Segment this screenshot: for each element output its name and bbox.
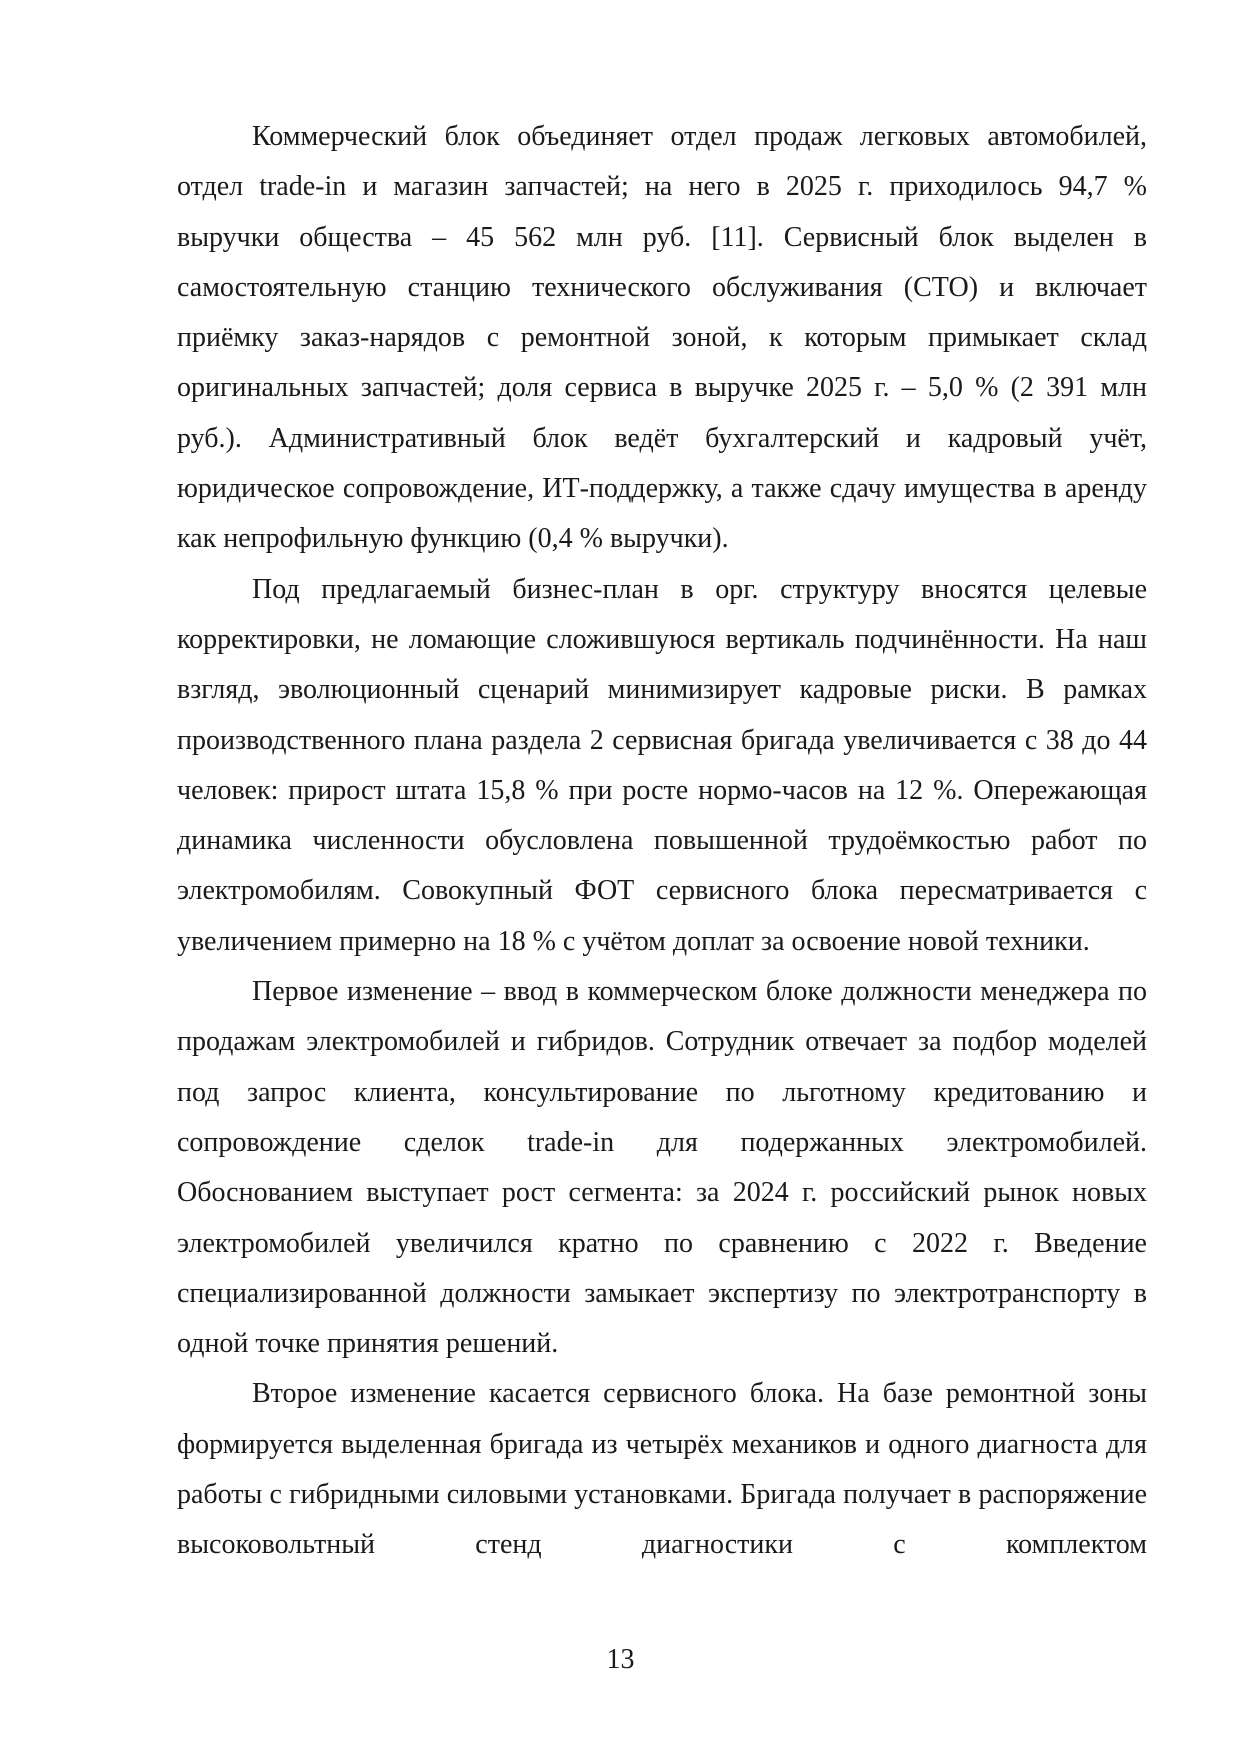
paragraph-second-change: Второе изменение касается сервисного блока. На базе ремонтной зоны формируется выделенная бригада из четырёх механиков и одного диагноста для работы с гибридными силовыми установками. Бригада получает в распоряжение высоковольтный стенд диагностики с комплектом [177, 1378, 1147, 1561]
paragraph-org-structure: Под предлагаемый бизнес-план в орг. структуру вносятся целевые корректировки, не ломающие сложившуюся вертикаль подчинённости. На наш взгляд, эволюционный сценарий минимизирует кадровые риски. В рамках производственного плана раздела 2 сервисная бригада увеличивается с 38 до 44 человек: прирост штата 15,8 % при росте нормо-часов на 12 %. Опережающая динамика численности обусловлена повышенной трудоёмкостью работ по электромобилям. Совокупный ФОТ сервисного блока пересматривается с увеличением примерно на 18 % с учётом доплат за освоение новой техники. [177, 573, 1147, 957]
page-number: 13 [606, 1644, 635, 1675]
document-body [177, 112, 1147, 1571]
paragraph-commercial-block: Коммерческий блок объединяет отдел продаж легковых автомобилей, отдел trade-in и магазин запчастей; на него в 2025 г. приходилось 94,7 % выручки общества – 45 562 млн руб. [11]. Сервисный блок выделен в самостоятельную станцию технического обслуживания (СТО) и включает приёмку заказ-нарядов с ремонтной зоной, к которым примыкает склад оригинальных запчастей; доля сервиса в выручке 2025 г. – 5,0 % (2 391 млн руб.). Административный блок ведёт бухгалтерский и кадровый учёт, юридическое сопровождение, ИТ-поддержку, а также сдачу имущества в аренду как непрофильную функцию (0,4 % выручки). [177, 121, 1147, 555]
paragraph-first-change: Первое изменение – ввод в коммерческом блоке должности менеджера по продажам электромобилей и гибридов. Сотрудник отвечает за подбор моделей под запрос клиента, консультирование по льготному кредитованию и сопровождение сделок trade-in для подержанных электромобилей. Обоснованием выступает рост сегмента: за 2024 г. российский рынок новых электромобилей увеличился кратно по сравнению с 2022 г. Введение специализированной должности замыкает экспертизу по электротранспорту в одной точке принятия решений. [177, 976, 1147, 1360]
